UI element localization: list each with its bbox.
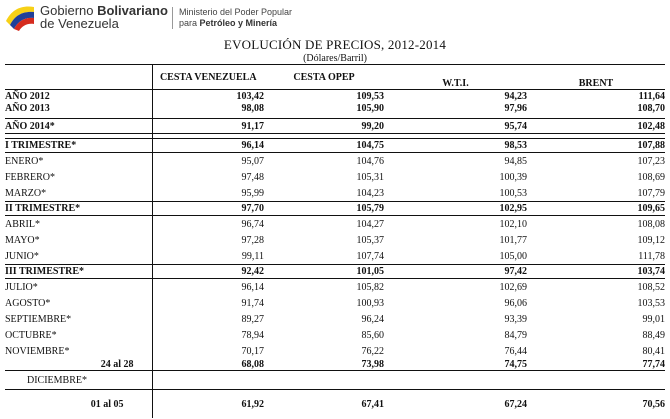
cell-cesta-venezuela: 78,94 (241, 329, 264, 341)
table-row (5, 359, 665, 371)
government-name (40, 4, 168, 30)
table-row (5, 390, 665, 419)
cell-wti: 76,44 (504, 345, 527, 357)
cell-brent: 109,65 (527, 202, 665, 216)
cell-brent: 108,70 (637, 102, 665, 114)
cell-brent: 102,48 (527, 119, 665, 134)
cell-cesta-opep: 101,05 (264, 265, 384, 279)
cell-wti: 97,96 (504, 102, 527, 114)
row-label: MAYO* (5, 232, 152, 248)
cell-wti: 102,95 (384, 202, 527, 216)
row-label: AÑO 2012 (5, 90, 152, 103)
table-row (5, 90, 665, 103)
cell-brent: 108,52 (637, 281, 665, 293)
cell-cesta-venezuela: 70,17 (241, 345, 264, 357)
cell-cesta-opep: 99,20 (264, 119, 384, 134)
cell-cesta-venezuela: 95,99 (241, 187, 264, 199)
table-row (5, 139, 665, 153)
row-label: AÑO 2014* (5, 119, 152, 134)
cell-wti: 94,23 (504, 90, 527, 102)
table-row (5, 311, 665, 327)
ministry-line1: Ministerio del Poder Popular (179, 7, 293, 17)
cell-cesta-venezuela: 97,48 (241, 171, 264, 183)
cell-cesta-opep: 105,31 (356, 171, 384, 183)
table-row (5, 295, 665, 311)
cell-cesta-venezuela: 99,11 (241, 250, 264, 262)
table-row (5, 248, 665, 265)
cell-cesta-opep: 105,82 (356, 281, 384, 293)
cell-cesta-opep: 76,22 (361, 345, 384, 357)
cell-wti: 97,42 (384, 265, 527, 279)
cell-brent: 111,78 (638, 250, 665, 262)
cell-brent: 107,88 (527, 139, 665, 153)
row-label: 01 al 05 (5, 390, 152, 419)
cell-cesta-opep: 107,74 (356, 250, 384, 262)
table-row (5, 202, 665, 216)
table-row (5, 216, 665, 233)
cell-cesta-opep: 104,27 (356, 218, 384, 230)
cell-wti: 93,39 (504, 313, 527, 325)
cell-brent: 80,41 (642, 345, 665, 357)
row-label: DICIEMBRE* (5, 371, 152, 390)
cell-brent: 103,53 (637, 297, 665, 309)
cell-cesta-venezuela: 103,42 (236, 90, 264, 102)
column-header-brent: BRENT (527, 65, 665, 90)
cell-cesta-venezuela: 98,08 (241, 102, 264, 114)
table-row (5, 343, 665, 359)
table-row (5, 169, 665, 185)
cell-brent: 109,12 (637, 234, 665, 246)
cell-cesta-venezuela: 97,70 (152, 202, 264, 216)
table-row (5, 279, 665, 296)
table-row (5, 232, 665, 248)
row-label: OCTUBRE* (5, 327, 152, 343)
cell-brent: 103,74 (527, 265, 665, 279)
cell-cesta-opep: 105,90 (356, 102, 384, 114)
row-label: III TRIMESTRE* (5, 265, 152, 279)
ministry-line2-prefix: para (179, 18, 200, 28)
cell-cesta-opep (264, 371, 384, 390)
header-logo-area (4, 3, 334, 33)
cell-brent: 107,79 (637, 187, 665, 199)
cell-cesta-opep: 109,53 (356, 90, 384, 102)
gov-line1-bold: Bolivariano (97, 3, 168, 18)
cell-cesta-venezuela: 95,07 (241, 155, 264, 167)
row-label: SEPTIEMBRE* (5, 311, 152, 327)
cell-cesta-venezuela: 96,74 (241, 218, 264, 230)
cell-wti: 84,79 (504, 329, 527, 341)
cell-wti: 100,39 (499, 171, 527, 183)
cell-cesta-venezuela: 92,42 (152, 265, 264, 279)
cell-cesta-venezuela (152, 371, 264, 390)
cell-cesta-opep: 104,23 (356, 187, 384, 199)
column-header-cesta-opep: CESTA OPEP (264, 65, 384, 90)
row-label: MARZO* (5, 185, 152, 202)
cell-wti: 105,00 (499, 250, 527, 262)
cell-cesta-opep: 100,93 (356, 297, 384, 309)
cell-wti (384, 371, 527, 390)
table-row (5, 265, 665, 279)
row-label: FEBRERO* (5, 169, 152, 185)
cell-brent: 111,64 (638, 90, 665, 102)
cell-wti: 94,85 (504, 155, 527, 167)
venezuela-flag-logo-icon (4, 3, 36, 31)
gov-line2: de Venezuela (40, 16, 119, 31)
column-header-cesta-venezuela: CESTA VENEZUELA (152, 65, 264, 90)
cell-cesta-opep: 96,24 (361, 313, 384, 325)
header-divider (172, 7, 173, 29)
row-label: I TRIMESTRE* (5, 139, 152, 153)
cell-brent: 108,08 (637, 218, 665, 230)
cell-wti: 96,06 (504, 297, 527, 309)
cell-cesta-venezuela: 96,14 (241, 281, 264, 293)
cell-cesta-venezuela: 96,14 (152, 139, 264, 153)
cell-cesta-venezuela: 61,92 (152, 390, 264, 419)
cell-brent (527, 371, 665, 390)
cell-wti: 101,77 (499, 234, 527, 246)
cell-cesta-opep: 105,37 (356, 234, 384, 246)
cell-wti: 67,24 (384, 390, 527, 419)
cell-cesta-opep: 104,76 (356, 155, 384, 167)
cell-cesta-opep: 67,41 (264, 390, 384, 419)
gov-line1-plain: Gobierno (40, 3, 98, 18)
cell-wti: 98,53 (384, 139, 527, 153)
ministry-name (179, 7, 292, 29)
table-row (5, 327, 665, 343)
row-label: ABRIL* (5, 216, 152, 233)
row-label: NOVIEMBRE* (5, 343, 152, 359)
column-header-wti: W.T.I. (384, 65, 527, 90)
cell-wti: 95,74 (384, 119, 527, 134)
column-header-label (5, 65, 152, 90)
row-label: ENERO* (5, 153, 152, 170)
cell-wti: 102,69 (499, 281, 527, 293)
cell-cesta-venezuela: 91,74 (241, 297, 264, 309)
cell-wti: 100,53 (499, 187, 527, 199)
cell-wti: 74,75 (504, 359, 527, 370)
row-label: JULIO* (5, 279, 152, 296)
cell-cesta-venezuela: 97,28 (241, 234, 264, 246)
row-label: II TRIMESTRE* (5, 202, 152, 216)
cell-cesta-opep: 85,60 (361, 329, 384, 341)
cell-cesta-venezuela: 89,27 (241, 313, 264, 325)
cell-cesta-venezuela: 68,08 (241, 359, 264, 370)
page-title: EVOLUCIÓN DE PRECIOS, 2012-2014 (223, 37, 447, 52)
cell-brent: 107,23 (637, 155, 665, 167)
table-row (5, 371, 665, 390)
table-row (5, 153, 665, 170)
page-subtitle: (Dólares/Barril) (303, 53, 367, 64)
cell-cesta-opep: 73,98 (361, 359, 384, 370)
cell-cesta-venezuela: 91,17 (152, 119, 264, 134)
row-label: JUNIO* (5, 248, 152, 265)
row-label: AGOSTO* (5, 295, 152, 311)
cell-wti: 102,10 (499, 218, 527, 230)
table-row (5, 102, 665, 114)
price-table (5, 64, 665, 418)
cell-cesta-opep: 104,75 (264, 139, 384, 153)
ministry-line2-bold: Petróleo y Minería (199, 18, 278, 28)
table-header-row (5, 65, 665, 90)
cell-brent: 70,56 (527, 390, 665, 419)
table-row (5, 119, 665, 134)
cell-brent: 88,49 (642, 329, 665, 341)
cell-brent: 99,01 (642, 313, 665, 325)
row-label: AÑO 2013 (5, 102, 152, 114)
table-row (5, 185, 665, 202)
row-label: 24 al 28 (5, 359, 152, 371)
cell-brent: 77,74 (642, 359, 665, 370)
cell-cesta-opep: 105,79 (264, 202, 384, 216)
cell-brent: 108,69 (637, 171, 665, 183)
